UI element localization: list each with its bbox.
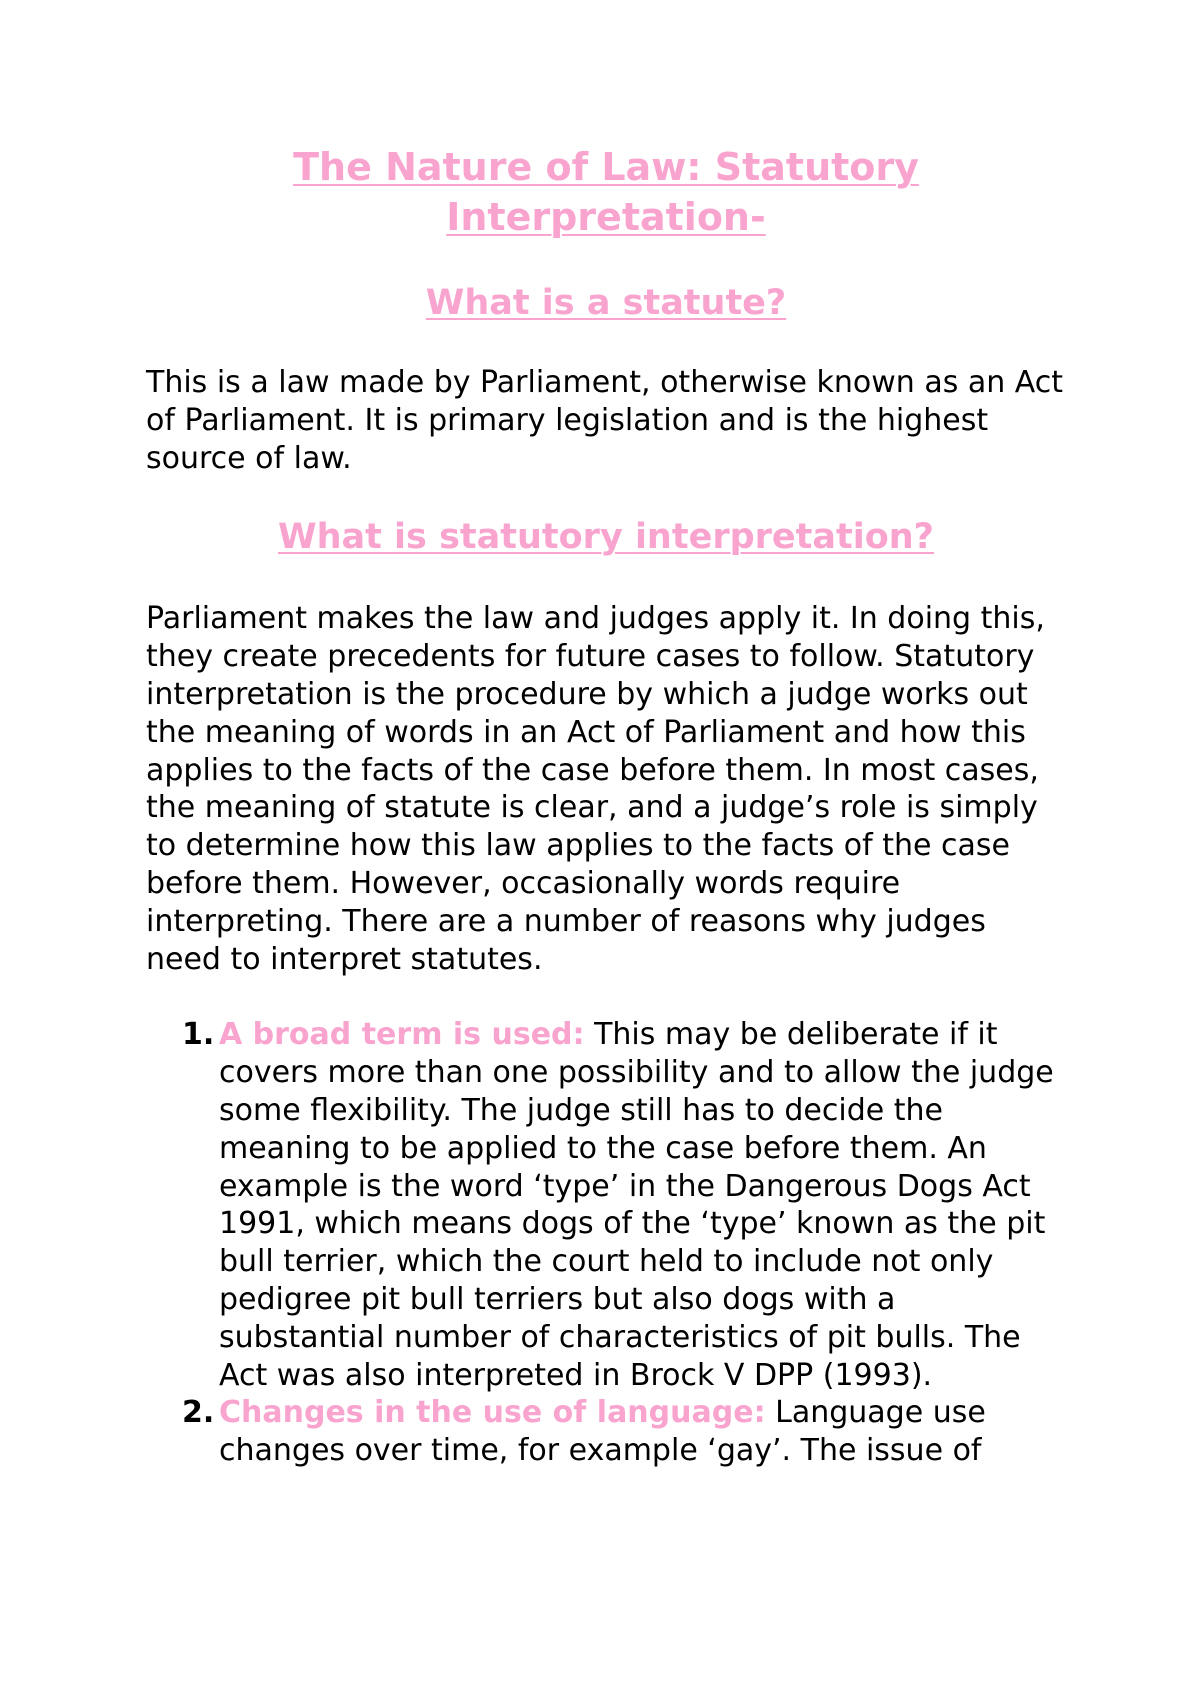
heading-what-is-a-statute: What is a statute? [425, 283, 787, 323]
list-item [146, 1016, 1066, 1394]
heading-what-is-statutory-interpretation: What is statutory interpretation? [278, 517, 934, 558]
list-item-number: 2. [182, 1395, 215, 1431]
statutory-interpretation-paragraph: Parliament makes the law and judges apply it. In doing this, they create precedents for future cases to follow. Statutory interpretation is the procedure by which a judge works out the meaning of words in an Act of Parliament and how this applies to the facts of the case before them. In most cases, the meaning of statute is clear, and a judge’s role is simply to determine how this law applies to the facts of the case before them. However, occasionally words require interpreting. There are a number of reasons why judges need to interpret statutes. [146, 601, 1045, 977]
document-body [146, 142, 1066, 1470]
list-item [146, 1394, 1066, 1470]
list-item-term: A broad term is used: [219, 1017, 585, 1053]
list-item-term: Changes in the use of language: [219, 1395, 766, 1431]
list-item-number: 1. [182, 1017, 215, 1053]
reasons-list [146, 1016, 1066, 1470]
statute-definition-paragraph: This is a law made by Parliament, otherwise known as an Act of Parliament. It is primary legislation and is the highest source of law. [146, 365, 1064, 476]
list-item-text: This may be deliberate if it covers more than one possibility and to allow the judge some flexibility. The judge still has to decide the meaning to be applied to the case before them. An example is the word ‘type’ in the Dangerous Dogs Act 1991, which means dogs of the ‘type’ known as the pit bull terrier, which the court held to include not only pedigree pit bull terriers but also dogs with a substantial number of characteristics of pit bulls. The Act was also interpreted in Brock V DPP (1993). [219, 1017, 1054, 1393]
document-title: The Nature of Law: Statutory Interpretation- [293, 145, 919, 239]
list-item-text: Language use changes over time, for example ‘gay’. The issue of [219, 1395, 986, 1469]
